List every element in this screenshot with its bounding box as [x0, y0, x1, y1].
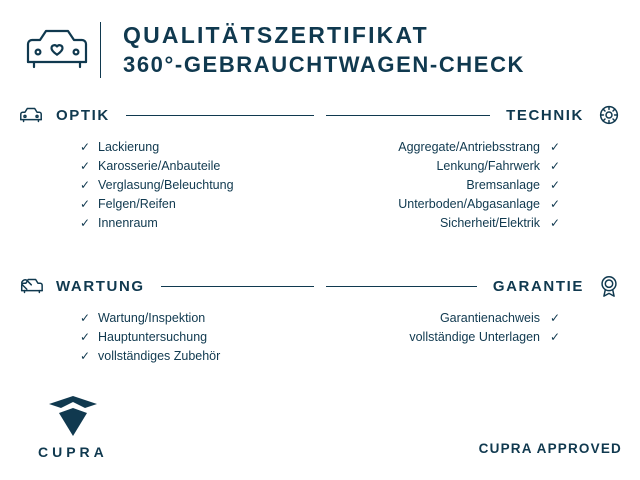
check-icon: ✓: [549, 140, 561, 154]
list-item-label: Garantienachweis: [439, 311, 540, 325]
check-icon: ✓: [79, 197, 91, 211]
section-title-wartung: WARTUNG: [56, 277, 145, 295]
check-icon: ✓: [79, 349, 91, 363]
list-item-label: Felgen/Reifen: [98, 197, 176, 211]
check-icon: ✓: [549, 197, 561, 211]
list-item-label: Unterboden/Abgasanlage: [398, 197, 540, 211]
check-icon: ✓: [79, 159, 91, 173]
list-item: [320, 328, 562, 347]
header-titles: [123, 20, 525, 80]
list-item-label: Karosserie/Anbauteile: [98, 159, 221, 173]
list-item: [320, 138, 562, 157]
list-item-label: Wartung/Inspektion: [98, 311, 206, 325]
check-icon: ✓: [549, 311, 561, 325]
approved-label: CUPRA APPROVED: [478, 441, 622, 456]
section-rule: [161, 286, 314, 287]
list-item: [78, 328, 320, 347]
list-item-label: Lenkung/Fahrwerk: [436, 159, 540, 173]
cupra-logo-icon: [44, 394, 102, 438]
header: [16, 0, 624, 84]
wartung-garantie-columns: [16, 309, 624, 366]
list-item-label: Bremsanlage: [466, 178, 540, 192]
header-divider: [100, 22, 101, 78]
section-title-optik: OPTIK: [56, 106, 110, 124]
list-item-label: Lackierung: [98, 140, 160, 154]
list-item: [320, 176, 562, 195]
section-header-optik: [16, 102, 320, 128]
list-item-label: Verglasung/Beleuchtung: [98, 178, 234, 192]
list-item-label: vollständiges Zubehör: [98, 349, 221, 363]
footer: [16, 394, 624, 460]
list-item-label: Sicherheit/Elektrik: [439, 216, 540, 230]
car-front-icon: [16, 105, 46, 125]
list-item-label: Aggregate/Antriebsstrang: [398, 140, 540, 154]
check-icon: ✓: [549, 330, 561, 344]
section-header-technik: [320, 102, 624, 128]
check-icon: ✓: [549, 178, 561, 192]
list-item: [78, 176, 320, 195]
list-item: [78, 309, 320, 328]
check-icon: ✓: [79, 178, 91, 192]
car-engine-icon: [594, 104, 624, 126]
list-item: [320, 195, 562, 214]
car-heart-icon: [20, 24, 94, 76]
section-rule: [126, 115, 314, 116]
list-item: [78, 195, 320, 214]
certificate-title: QUALITÄTSZERTIFIKAT: [123, 22, 429, 48]
check-icon: ✓: [79, 311, 91, 325]
brand-block: [16, 394, 108, 460]
list-item: [320, 214, 562, 233]
list-item: [78, 157, 320, 176]
certificate-subtitle: 360°-GEBRAUCHTWAGEN-CHECK: [123, 52, 526, 77]
list-item: [78, 347, 320, 366]
list-item: [320, 157, 562, 176]
section-rule: [326, 286, 477, 287]
list-item-label: Innenraum: [98, 216, 158, 230]
garantie-list: [320, 309, 624, 366]
optik-list: [16, 138, 320, 233]
check-icon: ✓: [549, 216, 561, 230]
brand-name: CUPRA: [38, 444, 108, 460]
section-rule: [326, 115, 490, 116]
list-item: [78, 214, 320, 233]
list-item: [320, 309, 562, 328]
check-icon: ✓: [79, 140, 91, 154]
car-service-icon: [16, 275, 46, 297]
section-title-garantie: GARANTIE: [492, 277, 584, 295]
check-icon: ✓: [79, 330, 91, 344]
seal-award-icon: [594, 274, 624, 298]
section-header-garantie: [320, 273, 624, 299]
check-icon: ✓: [79, 216, 91, 230]
technik-list: [320, 138, 624, 233]
section-header-wartung: [16, 273, 320, 299]
section-title-technik: TECHNIK: [506, 106, 584, 124]
list-item-label: vollständige Unterlagen: [409, 330, 540, 344]
list-item-label: Hauptuntersuchung: [98, 330, 208, 344]
wartung-list: [16, 309, 320, 366]
check-icon: ✓: [549, 159, 561, 173]
optik-technik-columns: [16, 138, 624, 233]
list-item: [78, 138, 320, 157]
